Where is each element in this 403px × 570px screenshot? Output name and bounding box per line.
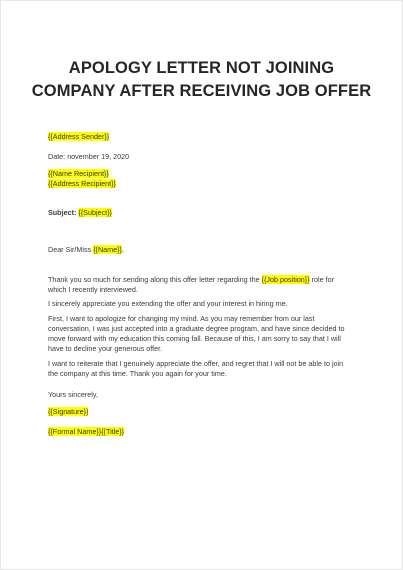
date-label: Date: [48,152,66,161]
job-position-placeholder: {{Job position}} [261,275,310,284]
salutation-name-placeholder: {{Name}} [93,245,122,254]
paragraph-2: I sincerely appreciate you extending the offer and your interest in hiring me. [48,299,288,308]
subject-label: Subject: [48,208,77,217]
paragraph-1-start: Thank you so much for sending along this offer letter regarding the [48,275,262,284]
paragraph-1-end: role for which I recently interviewed. [48,275,334,294]
signature-line [48,407,352,417]
paragraph-4: I want to reiterate that I genuinely appreciate the offer, and regret that I will not be able to join the company at this time. Thank you again for your time. [48,359,344,378]
formal-name-placeholder: {{Formal Name}} [48,427,102,436]
formal-name-line [48,427,352,437]
title-line-1: APOLOGY LETTER NOT JOINING [68,59,335,77]
letter-title [21,57,382,103]
date-line [48,152,352,162]
title-line-2: COMPANY AFTER RECEIVING JOB OFFER [31,82,372,100]
subject-line [48,208,352,218]
salutation-prefix: Dear Sir/Miss [48,245,94,254]
name-recipient-placeholder: {{Name Recipient}} [48,169,109,178]
subject-placeholder: {{Subject}} [78,208,112,217]
date-value: november 19, 2020 [67,152,130,161]
signature-placeholder: {{Signature}} [48,407,89,416]
paragraph-1 [48,275,352,295]
paragraph-3: First, I want to apologize for changing my mind. As you may remember from our last conversation, I was just accepted into a graduate degree program, and have since decided to move forward with my education this coming fall. Because of this, I am sorry to say that I will have to decline your generous offer. [48,314,345,353]
salutation-suffix: , [121,245,124,254]
recipient-block [48,169,352,189]
title-placeholder: {{Title}} [101,427,125,436]
salutation [48,245,352,255]
address-sender-line [48,132,352,142]
address-recipient-placeholder: {{Address Recipient}} [48,179,116,188]
address-sender-placeholder: {{Address Sender}} [48,132,110,141]
closing: Yours sincerely, [48,390,98,399]
